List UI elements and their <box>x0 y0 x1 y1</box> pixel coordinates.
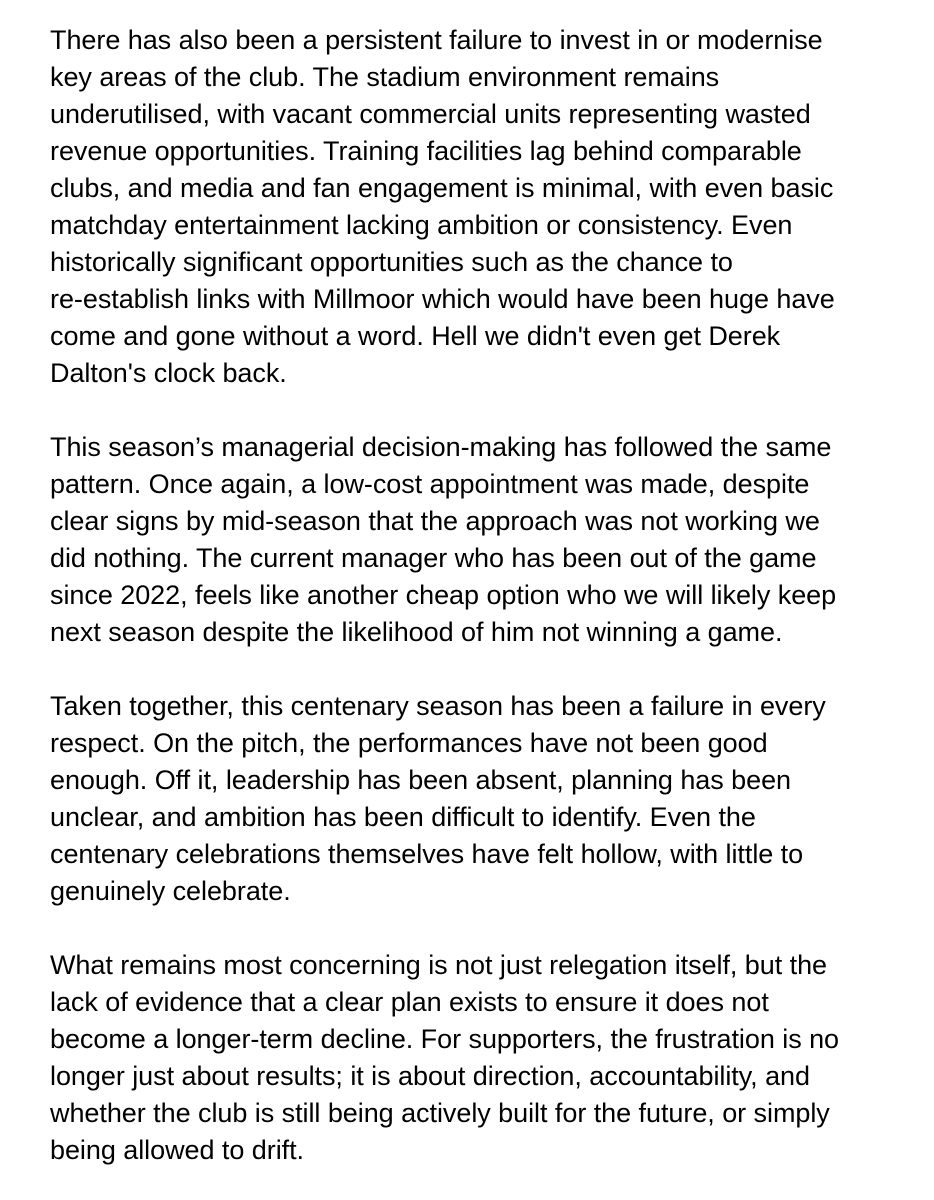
text-line: Dalton's clock back. <box>50 358 287 388</box>
text-line: matchday entertainment lacking ambition or consistency. Even <box>50 210 793 240</box>
text-line: did nothing. The current manager who has been out of the game <box>50 543 817 573</box>
text-line: underutilised, with vacant commercial units representing wasted <box>50 99 811 129</box>
paragraph-1 <box>50 22 900 392</box>
text-line: become a longer-term decline. For supporters, the frustration is no <box>50 1024 840 1054</box>
text-line: historically significant opportunities such as the chance to <box>50 247 733 277</box>
text-line: next season despite the likelihood of him not winning a game. <box>50 617 783 647</box>
text-line: key areas of the club. The stadium environment remains <box>50 62 720 92</box>
text-line: clubs, and media and fan engagement is minimal, with even basic <box>50 173 834 203</box>
text-line: being allowed to drift. <box>50 1135 305 1165</box>
text-line: unclear, and ambition has been difficult to identify. Even the <box>50 802 756 832</box>
text-line: re-establish links with Millmoor which would have been huge have <box>50 284 835 314</box>
text-line: This season’s managerial decision-making has followed the same <box>50 432 832 462</box>
text-line: revenue opportunities. Training facilities lag behind comparable <box>50 136 802 166</box>
paragraph-3 <box>50 688 900 910</box>
document-text <box>50 22 900 1169</box>
text-line: What remains most concerning is not just relegation itself, but the <box>50 950 828 980</box>
text-line: There has also been a persistent failure to invest in or modernise <box>50 25 823 55</box>
text-line: longer just about results; it is about direction, accountability, and <box>50 1061 810 1091</box>
text-line: pattern. Once again, a low-cost appointment was made, despite <box>50 469 810 499</box>
text-line: enough. Off it, leadership has been absent, planning has been <box>50 765 792 795</box>
text-line: since 2022, feels like another cheap option who we will likely keep <box>50 580 837 610</box>
text-line: come and gone without a word. Hell we didn't even get Derek <box>50 321 781 351</box>
text-line: centenary celebrations themselves have felt hollow, with little to <box>50 839 804 869</box>
text-line: whether the club is still being actively built for the future, or simply <box>50 1098 830 1128</box>
text-line: respect. On the pitch, the performances have not been good <box>50 728 768 758</box>
text-line: Taken together, this centenary season has been a failure in every <box>50 691 826 721</box>
text-line: genuinely celebrate. <box>50 876 291 906</box>
text-line: lack of evidence that a clear plan exists to ensure it does not <box>50 987 769 1017</box>
paragraph-2 <box>50 429 900 651</box>
text-line: clear signs by mid-season that the approach was not working we <box>50 506 820 536</box>
paragraph-4 <box>50 947 900 1169</box>
